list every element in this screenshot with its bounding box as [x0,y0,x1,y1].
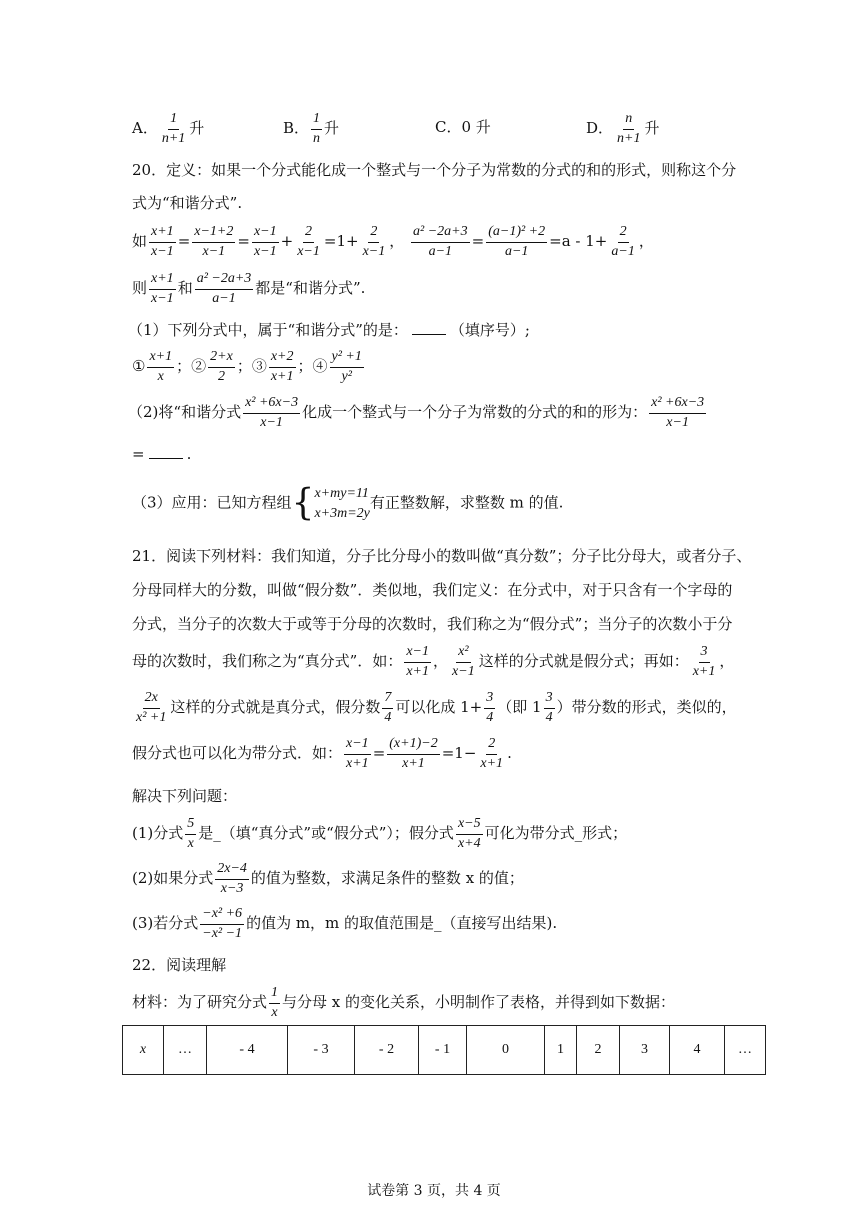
q20-part3: （3）应用：已知方程组{ x+my=11 x+3m=2y 有正整数解，求整数 m 的值. [132,482,564,524]
table-cell: 2 [577,1026,620,1075]
q22-material: 材料：为了研究分式 $\frac{1}{x}$ 与分母 x 的变化关系，小明制作了表格，并得到如下数据： [132,985,676,1020]
q20-def-line1: 20．定义：如果一个分式能化成一个整式与一个分子为常数的分式的和的形式，则称这个分 [132,161,737,179]
answer-blank [149,446,183,459]
table-cell: 0 [467,1026,545,1075]
option-a: A． $\frac{1}{n+1}$ 升 [132,111,205,146]
table-cell: - 2 [355,1026,419,1075]
q20-part2-answer: = . [132,445,192,463]
q21-solve: 解决下列问题： [132,787,238,805]
q21-sub3: (3)若分式 $\frac{\text{−x² +6}}{\text{−x² −1}}$ 的值为 m，m 的取值范围是_（直接写出结果). [132,906,558,941]
q21-line4: 母的次数时，我们称之为“真分式”．如： $\frac{x-1}{x+1}$ ， $\frac{\text{x²}}{x-1}$ 这样的分式就是假分式；再如： $\frac{3}{x+1}$ ， [132,644,735,679]
q21-sub2: (2)如果分式 $\frac{2x-4}{x-3}$ 的值为整数，求满足条件的整数 x 的值； [132,861,524,896]
data-table [122,1025,766,1075]
q21-line6: 假分式也可以化为带分式．如： $\frac{x-1}{x+1}$ = $\frac{(x+1)-2}{x+1}$ =1− $\frac{2}{x+1}$ . [132,736,512,771]
q20-options: ① $\frac{x+1}{x}$ ；② $\frac{2+x}{2}$ ；③ $\frac{x+2}{x+1}$ ；④ $\frac{\text{y² +1}}{\text{y²}}$ [132,349,362,384]
q20-then: 则 $\frac{x+1}{x-1}$ 和 $\frac{\text{a² −2a+3}}{a-1}$ 都是“和谐分式”. [132,271,366,306]
q21-line3: 分式，当分子的次数大于或等于分母的次数时，我们称之为“假分式”；当分子的次数小于分 [132,615,733,633]
table-cell: x [123,1026,164,1075]
q21-line2: 分母同样大的分数，叫做“假分数”．类似地，我们定义：在分式中，对于只含有一个字母的 [132,581,733,599]
q20-part2: （2)将“和谐分式 $\frac{\text{x² +6x−3}}{x-1}$ 化成一个整式与一个分子为常数的分式的和的形为： $\frac{\text{x² +6x−3}}{x-1}$ [128,395,705,430]
table-cell: - 3 [288,1026,355,1075]
option-d: D． $\frac{n}{n+1}$ 升 [586,111,660,146]
table-cell: - 1 [419,1026,467,1075]
q19-options [132,112,204,146]
q21-line5: $\frac{2x}{\text{x² +1}}$ 这样的分式就是真分式，假分数 $\frac{7}{4}$ 可以化成 1+ $\frac{3}{4}$ （即 1 $\frac{3}{4}$ ）带分数的形式，类似的， [136,690,737,725]
page-footer: 试卷第 3 页，共 4 页 [367,1183,501,1199]
answer-blank [412,322,446,335]
q22-title: 22．阅读理解 [132,956,227,974]
q21-sub1: (1)分式 $\frac{5}{x}$ 是_（填“真分式”或“假分式”）；假分式 $\frac{x-5}{x+4}$ 可化为带分式_形式； [132,816,628,851]
table-cell: … [164,1026,207,1075]
q20-example: 如 $\frac{x+1}{x-1}$ = $\frac{x-1+2}{x-1}$ = $\frac{x-1}{x-1}$ + $\frac{2}{x-1}$ =1+ $\frac{2}{x-1}$ ， $\frac{\text{a² −2a+3}}{a-1}$ = $\frac{\text{(a−1)² +2}}{a-1}$ =a - 1+ $\frac{2}{a-1}$ ， [132,224,654,259]
q20-def-line2: 式为“和谐分式”. [132,194,243,212]
table-row [123,1026,766,1075]
table-cell: 3 [620,1026,670,1075]
option-b: B． $\frac{1}{n}$ 升 [283,111,340,146]
option-c: C．0 升 [435,118,491,136]
table-cell: … [725,1026,766,1075]
q21-line1: 21．阅读下列材料：我们知道，分子比分母小的数叫做“真分数”；分子比分母大，或者分子、 [132,547,752,565]
q20-part1: （1）下列分式中，属于“和谐分式”的是： （填序号）; [128,321,530,339]
table-cell: - 4 [207,1026,288,1075]
table-cell: 4 [670,1026,725,1075]
table-cell: 1 [545,1026,577,1075]
